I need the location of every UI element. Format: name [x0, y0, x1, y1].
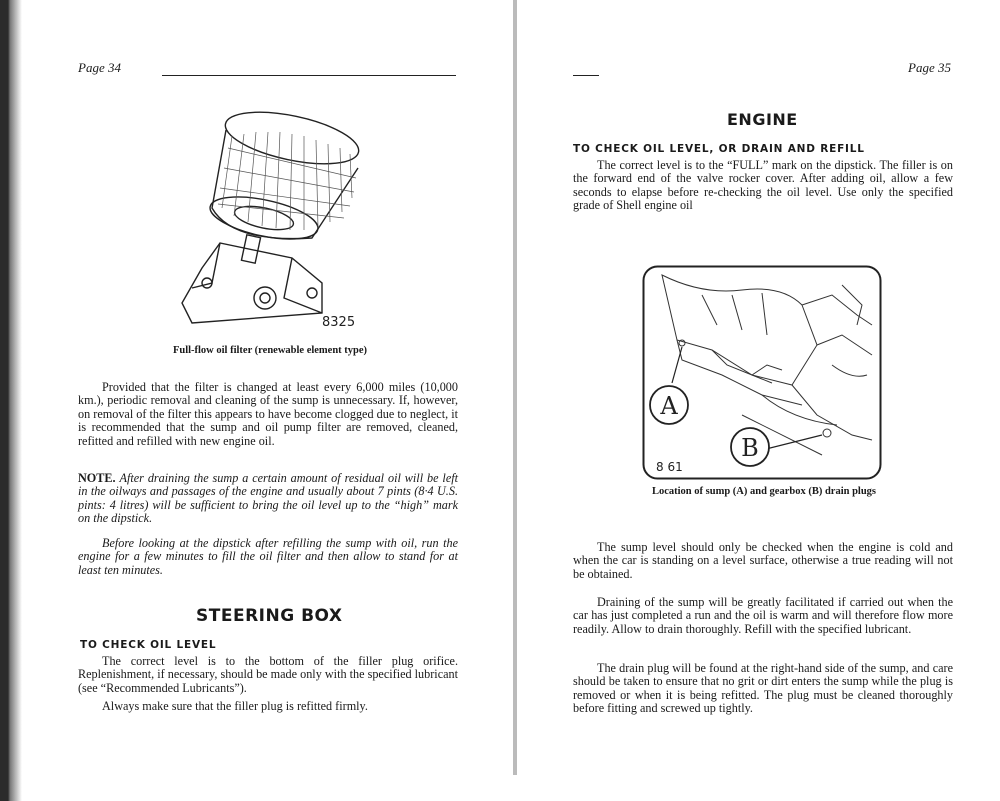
paragraph-sump-level: The sump level should only be checked when the engine is cold and when the car is standing on a level surface, otherwise a true reading will not be obtained. — [573, 540, 953, 581]
section-heading-steering-box: STEERING BOX — [196, 606, 343, 626]
paragraph-steering-level: The correct level is to the bottom of the filler plug orifice. Replenishment, if necessary, should be made only with the specified lubricant (see “Recommended Lubricants”). — [78, 654, 458, 695]
page-number-right: Page 35 — [908, 60, 951, 75]
header-rule-right — [573, 75, 599, 76]
figure-caption-left: Full-flow oil filter (renewable element type) — [172, 345, 368, 356]
paragraph-drain-plug: The drain plug will be found at the right-hand side of the sump, and care should be taken to ensure that no grit or dirt enters the sump while the plug is removed or when it is being refitted. The plug must be cleaned thoroughly before fitting and screwed up tightly. — [573, 661, 953, 716]
drain-plugs-illustration — [642, 265, 882, 480]
note-label: NOTE. — [78, 471, 116, 485]
subheading-drain-refill: TO CHECK OIL LEVEL, OR DRAIN AND REFILL — [573, 143, 865, 155]
subheading-check-oil-level: TO CHECK OIL LEVEL — [80, 639, 217, 651]
figure-code-right: 8 61 — [656, 460, 683, 474]
paragraph-dipstick-italic: Before looking at the dipstick after refilling the sump with oil, run the engine for a few minutes to fill the oil filter and then allow to stand for at least ten minutes. — [78, 536, 458, 577]
label-b: B — [741, 434, 759, 462]
paragraph-filter-change: Provided that the filter is changed at least every 6,000 miles (10,000 km.), periodic removal and cleaning of the sump is unnecessary. If, however, on removal of the filter this appears to have become clogged due to neglect, it is recommended that the sump and oil pump filter are removed, cleaned, refitted and refilled with new engine oil. — [78, 380, 458, 448]
label-a: A — [660, 392, 678, 420]
note-paragraph — [78, 472, 458, 526]
figure-code-left: 8325 — [322, 315, 356, 330]
book-binding — [0, 0, 22, 801]
oil-filter-illustration — [172, 108, 372, 338]
note-text: After draining the sump a certain amount of residual oil will be left in the oilways and passages of the engine and usually about 7 pints (8·4 U.S. pints: 4 litres) will be sufficient to bring the oil level up to the “high” mark on the dipstick. — [78, 471, 459, 526]
section-heading-engine: ENGINE — [727, 110, 798, 129]
paragraph-draining: Draining of the sump will be greatly facilitated if carried out when the car has just completed a run and the oil is warm and will therefore flow more readily. Allow to drain thoroughly. Refill with the specified lubricant. — [573, 595, 953, 636]
header-rule-left — [162, 75, 456, 76]
paragraph-filler-plug: Always make sure that the filler plug is refitted firmly. — [102, 699, 368, 713]
paragraph-engine-oil-level: The correct level is to the “FULL” mark on the dipstick. The filler is on the forward end of the valve rocker cover. After adding oil, allow a few seconds to elapse before re-checking the oil level. Use only the specified grade of Shell engine oil — [573, 158, 953, 213]
figure-caption-right: Location of sump (A) and gearbox (B) drain plugs — [651, 486, 877, 497]
page-gutter — [513, 0, 517, 775]
page-number-left: Page 34 — [78, 60, 121, 75]
